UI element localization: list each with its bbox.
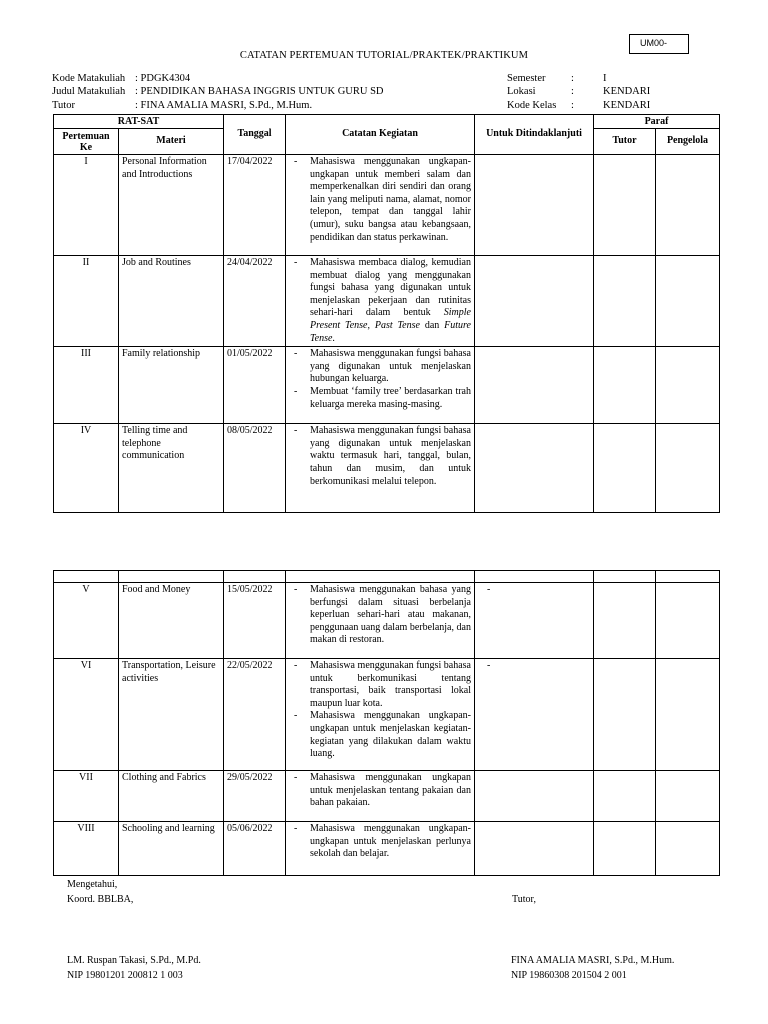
pertemuan-number: VII bbox=[54, 771, 119, 822]
paraf-tutor-cell bbox=[594, 155, 656, 256]
activity-item bbox=[289, 257, 471, 345]
tindak-cell bbox=[475, 822, 594, 876]
paraf-pengelola-cell bbox=[656, 256, 720, 347]
tutor-nip: NIP 19860308 201504 2 001 bbox=[511, 970, 627, 981]
tutor-value: : FINA AMALIA MASRI, S.Pd., M.Hum. bbox=[135, 100, 313, 111]
pertemuan-number: VI bbox=[54, 659, 119, 771]
materi-cell: Clothing and Fabrics bbox=[119, 771, 224, 822]
activity-text: Mahasiswa membaca dialog, kemudian membuat dialog yang menggunakan fungsi bahasa yang digunakan untuk menjelaskan pekerjaan dan rutinitas sehari-hari dalam bentuk bbox=[310, 257, 471, 319]
tanggal-cell: 29/05/2022 bbox=[224, 771, 286, 822]
materi-cell: Family relationship bbox=[119, 347, 224, 424]
tindak-cell bbox=[475, 424, 594, 513]
tanggal-cell: 24/04/2022 bbox=[224, 256, 286, 347]
materi-cell: Schooling and learning bbox=[119, 822, 224, 876]
paraf-pengelola-cell bbox=[656, 155, 720, 256]
paraf-tutor-cell bbox=[594, 347, 656, 424]
tindak-cell bbox=[475, 155, 594, 256]
koord-nip: NIP 19801201 200812 1 003 bbox=[67, 970, 183, 981]
activity-item: - Mahasiswa menggunakan ungkapan untuk menjelaskan tentang pakaian dan bahan pakaian. bbox=[289, 772, 471, 810]
activity-tense-italic: Future Tense bbox=[310, 319, 471, 344]
kode-matakuliah-value: : PDGK4304 bbox=[135, 73, 191, 84]
tutor-name: FINA AMALIA MASRI, S.Pd., M.Hum. bbox=[511, 955, 675, 966]
lokasi-colon: : bbox=[571, 86, 574, 97]
materi-cell: Personal Information and Introductions bbox=[119, 155, 224, 256]
paraf-pengelola-cell bbox=[656, 822, 720, 876]
pertemuan-header: Pertemuan Ke bbox=[54, 129, 119, 155]
mengetahui-label: Mengetahui, bbox=[67, 879, 118, 890]
paraf-pengelola-cell bbox=[656, 659, 720, 771]
paraf-tutor-cell bbox=[594, 822, 656, 876]
table-row bbox=[54, 771, 720, 822]
pertemuan-number: IV bbox=[54, 424, 119, 513]
koord-name: LM. Ruspan Takasi, S.Pd., M.Pd. bbox=[67, 955, 201, 966]
paraf-tutor-cell bbox=[594, 771, 656, 822]
tindak-cell: - bbox=[475, 659, 594, 771]
table-row bbox=[54, 659, 720, 771]
document-title: CATATAN PERTEMUAN TUTORIAL/PRAKTEK/PRAKTIKUM bbox=[239, 50, 529, 61]
lokasi-label: Lokasi bbox=[507, 86, 536, 97]
meeting-table-page1 bbox=[53, 114, 720, 513]
table-row bbox=[54, 256, 720, 347]
paraf-pengelola-cell bbox=[656, 424, 720, 513]
pertemuan-number: I bbox=[54, 155, 119, 256]
kode-kelas-colon: : bbox=[571, 100, 574, 111]
activity-item: - Membuat ‘family tree’ berdasarkan trah keluarga mereka masing-masing. bbox=[289, 386, 471, 411]
pertemuan-number: VIII bbox=[54, 822, 119, 876]
activity-item: - Mahasiswa menggunakan fungsi bahasa yang digunakan untuk menjelaskan hubungan keluarga. bbox=[289, 348, 471, 386]
catatan-cell bbox=[286, 771, 475, 822]
table-row bbox=[54, 583, 720, 659]
activity-item: - Mahasiswa menggunakan bahasa yang berfungsi dalam situasi berbelanja keperluan sehari-hari atau makanan, penggunaan uang dalam berbelanja, dan makan di restoran. bbox=[289, 584, 471, 647]
tindak-cell: - bbox=[475, 583, 594, 659]
judul-matakuliah-value: : PENDIDIKAN BAHASA INGGRIS UNTUK GURU SD bbox=[135, 86, 384, 97]
catatan-cell bbox=[286, 583, 475, 659]
kode-kelas-label: Kode Kelas bbox=[507, 100, 557, 111]
tanggal-cell: 01/05/2022 bbox=[224, 347, 286, 424]
table-row bbox=[54, 822, 720, 876]
activity-tense-italic: Simple Present Tense, Past Tense bbox=[310, 307, 471, 331]
tutor-label: Tutor bbox=[52, 100, 75, 111]
paraf-pengelola-header: Pengelola bbox=[656, 129, 720, 155]
tindak-cell bbox=[475, 347, 594, 424]
paraf-header: Paraf bbox=[594, 115, 720, 129]
ratsat-header: RAT-SAT bbox=[54, 115, 224, 129]
tanggal-cell: 15/05/2022 bbox=[224, 583, 286, 659]
kode-matakuliah-label: Kode Matakuliah bbox=[52, 73, 126, 84]
table-row bbox=[54, 424, 720, 513]
activity-item: - Mahasiswa menggunakan ungkapan-ungkapan untuk menjelaskan perlunya sekolah dan belajar. bbox=[289, 823, 471, 861]
catatan-cell bbox=[286, 256, 475, 347]
paraf-pengelola-cell bbox=[656, 347, 720, 424]
paraf-tutor-cell bbox=[594, 424, 656, 513]
tindak-cell bbox=[475, 771, 594, 822]
tanggal-cell: 22/05/2022 bbox=[224, 659, 286, 771]
catatan-cell bbox=[286, 822, 475, 876]
table-header-spacer-row bbox=[54, 571, 720, 583]
meeting-table-page2 bbox=[53, 570, 720, 876]
table-row bbox=[54, 155, 720, 256]
materi-cell: Telling time and telephone communication bbox=[119, 424, 224, 513]
activity-text: . bbox=[332, 332, 335, 344]
paraf-tutor-cell bbox=[594, 256, 656, 347]
activity-item: - Mahasiswa menggunakan ungkapan-ungkapan untuk menjelaskan kegiatan-kegiatan yang dilakukan dalam waktu luang. bbox=[289, 710, 471, 760]
catatan-cell bbox=[286, 155, 475, 256]
materi-cell: Food and Money bbox=[119, 583, 224, 659]
activity-item: - Mahasiswa menggunakan fungsi bahasa untuk berkomunikasi tentang transportasi, baik transportasi lokal maupun luar kota. bbox=[289, 660, 471, 710]
tutor-signature-label: Tutor, bbox=[512, 894, 536, 905]
judul-matakuliah-label: Judul Matakuliah bbox=[52, 86, 126, 97]
lokasi-value: KENDARI bbox=[603, 86, 651, 97]
semester-value: I bbox=[603, 73, 607, 84]
table-row bbox=[54, 347, 720, 424]
paraf-tutor-header: Tutor bbox=[594, 129, 656, 155]
tanggal-cell: 08/05/2022 bbox=[224, 424, 286, 513]
tanggal-header: Tanggal bbox=[224, 115, 286, 155]
tindak-header: Untuk Ditindaklanjuti bbox=[475, 115, 594, 155]
document-code-box: UM00- bbox=[629, 34, 689, 54]
semester-label: Semester bbox=[507, 73, 546, 84]
materi-cell: Job and Routines bbox=[119, 256, 224, 347]
paraf-pengelola-cell bbox=[656, 771, 720, 822]
tindak-cell bbox=[475, 256, 594, 347]
tanggal-cell: 05/06/2022 bbox=[224, 822, 286, 876]
paraf-tutor-cell bbox=[594, 659, 656, 771]
activity-text: dan bbox=[419, 319, 445, 331]
activity-item: - Mahasiswa menggunakan fungsi bahasa yang digunakan untuk menjelaskan waktu termasuk hari, tanggal, bulan, tahun dan musim, dan untuk berkomunikasi melalui telepon. bbox=[289, 425, 471, 488]
catatan-cell bbox=[286, 659, 475, 771]
kode-kelas-value: KENDARI bbox=[603, 100, 651, 111]
tanggal-cell: 17/04/2022 bbox=[224, 155, 286, 256]
paraf-pengelola-cell bbox=[656, 583, 720, 659]
koord-label: Koord. BBLBA, bbox=[67, 894, 134, 905]
catatan-header: Catatan Kegiatan bbox=[286, 115, 475, 155]
materi-cell: Transportation, Leisure activities bbox=[119, 659, 224, 771]
paraf-tutor-cell bbox=[594, 583, 656, 659]
pertemuan-number: II bbox=[54, 256, 119, 347]
catatan-cell bbox=[286, 347, 475, 424]
activity-item: - Mahasiswa menggunakan ungkapan-ungkapan untuk memberi salam dan memperkenalkan diri sendiri dan orang lain yang meliputi nama, alamat, nomor telepon, tempat dan tanggal lahir (umur), suku bangsa atau kebangsaan, pendidikan dan status perkawinan. bbox=[289, 156, 471, 244]
pertemuan-number: III bbox=[54, 347, 119, 424]
catatan-cell bbox=[286, 424, 475, 513]
materi-header: Materi bbox=[119, 129, 224, 155]
pertemuan-number: V bbox=[54, 583, 119, 659]
semester-colon: : bbox=[571, 73, 574, 84]
